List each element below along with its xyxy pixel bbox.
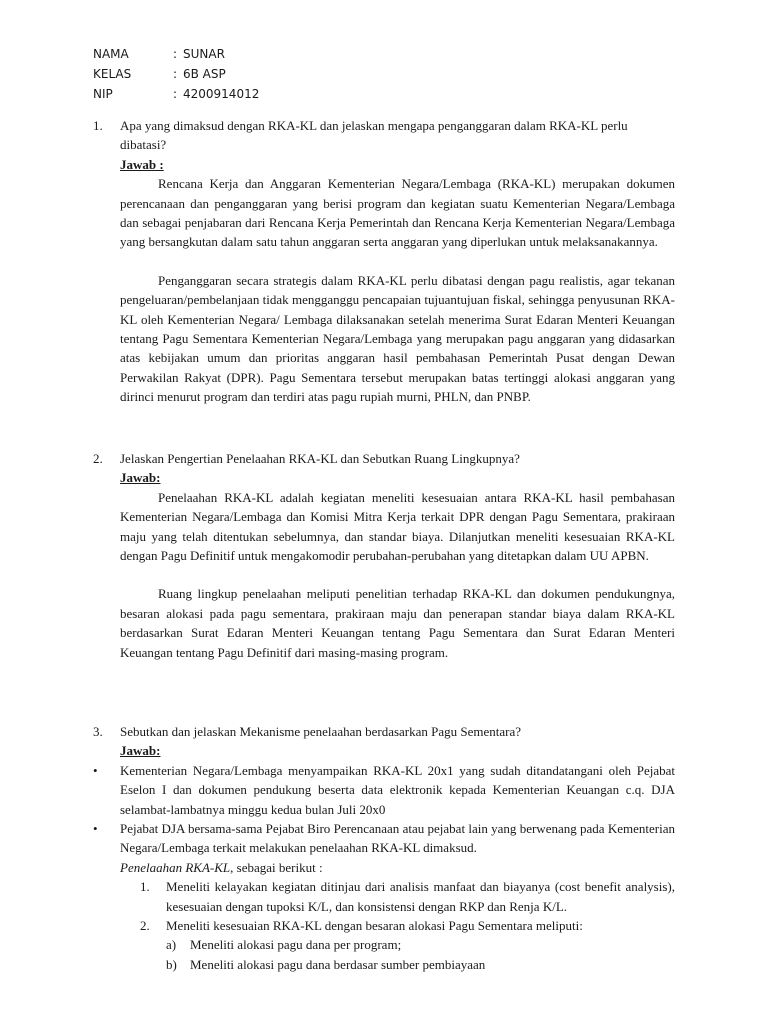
identity-row-name [93, 44, 259, 64]
mechanism-list [93, 761, 675, 974]
list-item [93, 819, 675, 974]
sub-number: 1. [140, 879, 150, 895]
question-2-section [93, 449, 675, 662]
question-text: Jelaskan Pengertian Penelaahan RKA-KL dan Sebutkan Ruang Lingkupnya? [120, 451, 520, 466]
bullet-marker [93, 761, 120, 819]
identity-value: 4200914012 [183, 87, 260, 101]
sub-list-item [140, 877, 675, 916]
list-item-text: Kementerian Negara/Lembaga menyampaikan RKA-KL 20x1 yang sudah ditandatangani oleh Pejabat Eselon I dan dokumen pendukung beserta data elektronik kepada Kementerian Keuangan c.q. DJA selambat-lambatnya minggu kedua bulan Juli 20x0 [120, 762, 675, 817]
letter-marker: b) [166, 956, 177, 972]
sub-item-text: Meneliti kesesuaian RKA-KL dengan besaran alokasi Pagu Sementara meliputi: [166, 918, 583, 934]
answer-label: Jawab: [120, 743, 161, 759]
question-text: Sebutkan dan jelaskan Mekanisme penelaahan berdasarkan Pagu Sementara? [120, 724, 522, 739]
answer-paragraph: Penganggaran secara strategis dalam RKA-KL perlu dibatasi dengan pagu realistis, agar tekanan pengeluaran/pembelanjaan tidak mengganggu pencapaian tujuantujuan fiskal, sehingga penyusunan RKA-KL oleh Kementerian Negara/ Lembaga dilaksanakan setelah menerima Surat Edaran Menteri Keuangan tentang Pagu Sementara Kementerian Negara/Lembaga yang merupakan pagu anggaran yang didasarkan atas kebijakan umum dan prioritas anggaran hasil pembahasan Pemerintah Pusat dengan Dewan Perwakilan Rakyat (DPR). Pagu Sementara tersebut merupakan batas tertinggi alokasi anggaran yang dirinci menurut program dan terdiri atas pagu rupiah murni, PHLN, dan PNBP. [120, 272, 675, 405]
letter-list [166, 935, 675, 974]
answer-paragraph: Ruang lingkup penelaahan meliputi penelitian terhadap RKA-KL dan dokumen pendukungnya, besaran alokasi pada pagu sementara, prakiraan maju dan penerapan standar biaya dalam RKA-KL berdasarkan Surat Edaran Menteri Keuangan tentang Pagu Sementara dan Surat Edaran Menteri Keuangan tentang Pagu Definitif dari masing-masing program. [120, 586, 675, 660]
sub-list [140, 877, 675, 974]
identity-value: SUNAR [183, 47, 225, 61]
letter-item [166, 955, 675, 974]
identity-value: 6B ASP [183, 67, 226, 81]
question-number: 2. [93, 451, 103, 466]
identity-label: NAMA [93, 47, 129, 61]
identity-row-class [93, 64, 259, 84]
list-item [93, 761, 675, 819]
letter-item [166, 935, 675, 954]
student-identity [93, 44, 259, 104]
answer-paragraph: Penelaahan RKA-KL adalah kegiatan meneliti kesesuaian antara RKA-KL hasil pembahasan Kementerian Negara/Lembaga dan Komisi Mitra Kerja terkait DPR dengan Pagu Sementara, prakiraan maju yang telah ditentukan sebelumnya, dan standar biaya. Dilanjutkan meneliti kesesuaian RKA-KL dengan Pagu Definitif untuk mengakomodir perubahan-perubahan yang ditetapkan dalam UU APBN. [120, 489, 675, 564]
identity-label: KELAS [93, 67, 132, 81]
answer-label: Jawab : [120, 156, 164, 172]
letter-item-text: Meneliti alokasi pagu dana berdasar sumber pembiayaan [190, 956, 486, 972]
question-1-section [93, 116, 675, 407]
identity-label: NIP [93, 87, 113, 101]
sub-number: 2. [140, 918, 150, 934]
sub-item-text: Meneliti kelayakan kegiatan ditinjau dari analisis manfaat dan biayanya (cost benefit analysis), kesesuaian dengan tupoksi K/L, dan konsistensi dengan RKP dan Renja K/L. [166, 879, 675, 914]
question-3-section [93, 722, 675, 974]
letter-item-text: Meneliti alokasi pagu dana per program; [190, 937, 402, 953]
identity-colon: : [173, 47, 178, 61]
identity-colon: : [173, 67, 178, 81]
list-item-text: Pejabat DJA bersama-sama Pejabat Biro Perencanaan atau pejabat lain yang berwenang pada Kementerian Negara/Lembaga terkait melakukan penelaahan RKA-KL dimaksud. [120, 821, 675, 856]
question-number: 1. [93, 118, 103, 133]
question-text: Apa yang dimaksud dengan RKA-KL dan jelaskan mengapa penganggaran dalam RKA-KL perlu dibatasi? [120, 118, 628, 153]
answer-label: Jawab: [120, 470, 161, 486]
letter-marker: a) [166, 937, 177, 953]
bullet-marker [93, 819, 120, 974]
answer-paragraph: Rencana Kerja dan Anggaran Kementerian Negara/Lembaga (RKA-KL) merupakan dokumen perencanaan dan penganggaran yang berisi program dan kegiatan suatu Kementerian Negara/Lembaga dan sebagai penjabaran dari Rencana Kerja Pemerintah dan Rencana Kerja Kementerian Negara/Lembaga yang bersangkutan dalam satu tahun anggaran serta anggaran yang diperlukan untuk melaksanakannya. [120, 176, 675, 250]
italic-term: Penelaahan RKA-KL [120, 859, 231, 875]
identity-colon: : [173, 87, 178, 101]
list-item-tail: , sebagai berikut : [230, 859, 323, 875]
identity-row-nip [93, 84, 259, 104]
sub-list-item [140, 916, 675, 974]
question-number: 3. [93, 724, 103, 739]
